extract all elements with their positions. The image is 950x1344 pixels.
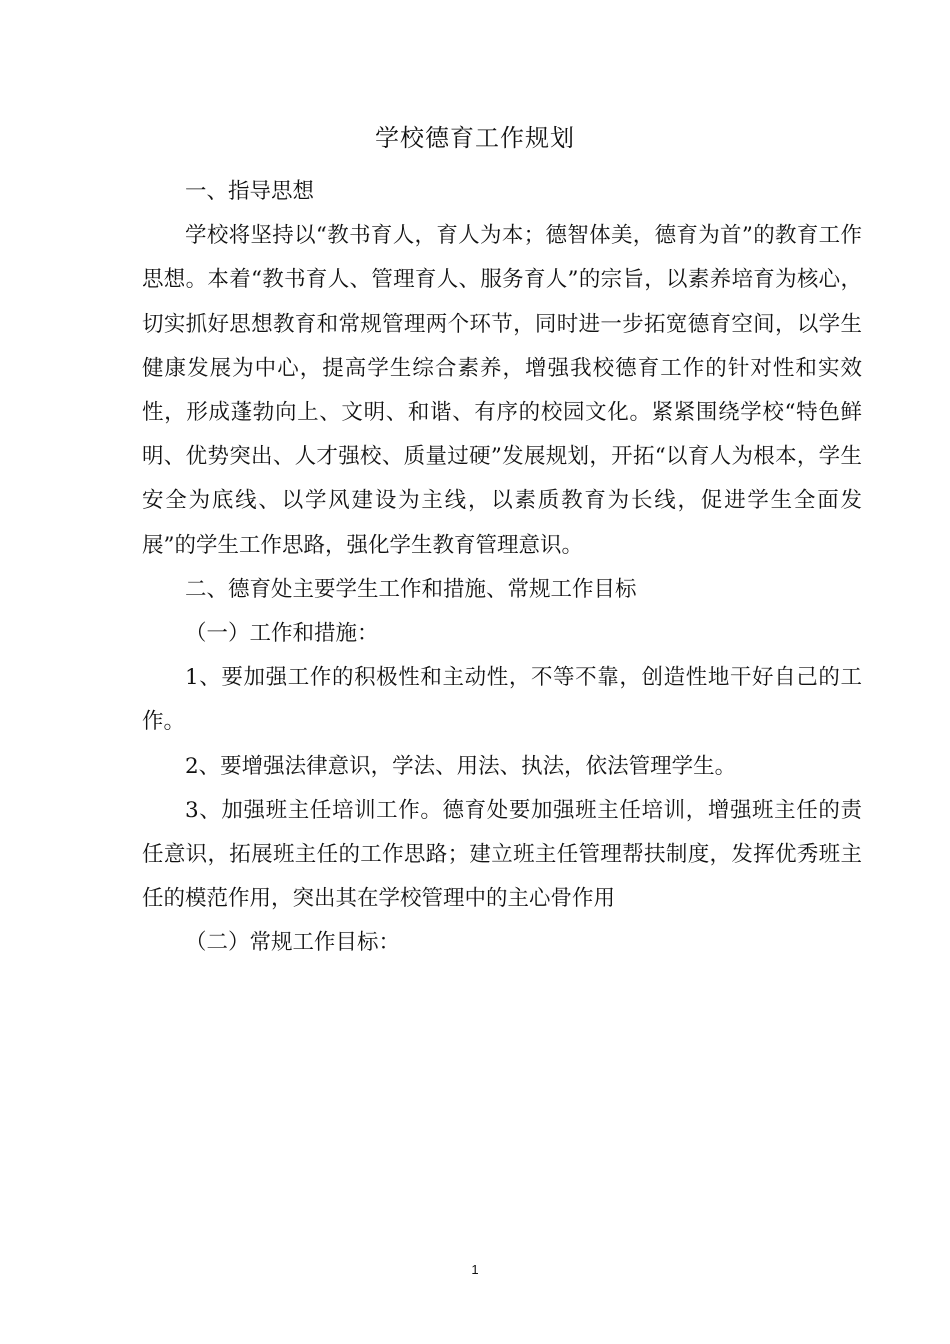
section-heading-work-and-measures: 二、德育处主要学生工作和措施、常规工作目标 — [185, 576, 637, 602]
list-item-3: 3、加强班主任培训工作。德育处要加强班主任培训，增强班主任的责任意识，拓展班主任的工作思路；建立班主任管理帮扶制度，发挥优秀班主任的模范作用，突出其在学校管理中的主心骨作用 — [142, 797, 862, 912]
list-item-1: 1、要加强工作的积极性和主动性，不等不靠，创造性地干好自己的工作。 — [142, 665, 862, 735]
section-heading-guiding-ideology: 一、指导思想 — [185, 179, 315, 204]
subheading-routine-goals: （二）常规工作目标： — [185, 930, 401, 956]
page-number: 1 — [471, 1262, 479, 1277]
paragraph-guiding-ideology: 学校将坚持以“教书育人，育人为本；德智体美，德育为首”的教育工作思想。本着“教书育人、管理育人、服务育人”的宗旨，以素养培育为核心，切实抓好思想教育和常规管理两个环节，同时进一步拓宽德育空间，以学生健康发展为中心，提高学生综合素养，增强我校德育工作的针对性和实效性，形成蓬勃向上、文明、和谐、有序的校园文化。紧紧围绕学校“特色鲜明、优势突出、人才强校、质量过硬”发展规划，开拓“以育人为根本，学生安全为底线、以学风建设为主线，以素质教育为长线，促进学生全面发展”的学生工作思路，强化学生教育管理意识。 — [142, 223, 862, 558]
list-item-2: 2、要增强法律意识，学法、用法、执法，依法管理学生。 — [185, 753, 737, 779]
document-body — [142, 170, 862, 966]
subheading-work-measures: （一）工作和措施： — [185, 621, 379, 647]
document-title: 学校德育工作规划 — [375, 124, 575, 152]
